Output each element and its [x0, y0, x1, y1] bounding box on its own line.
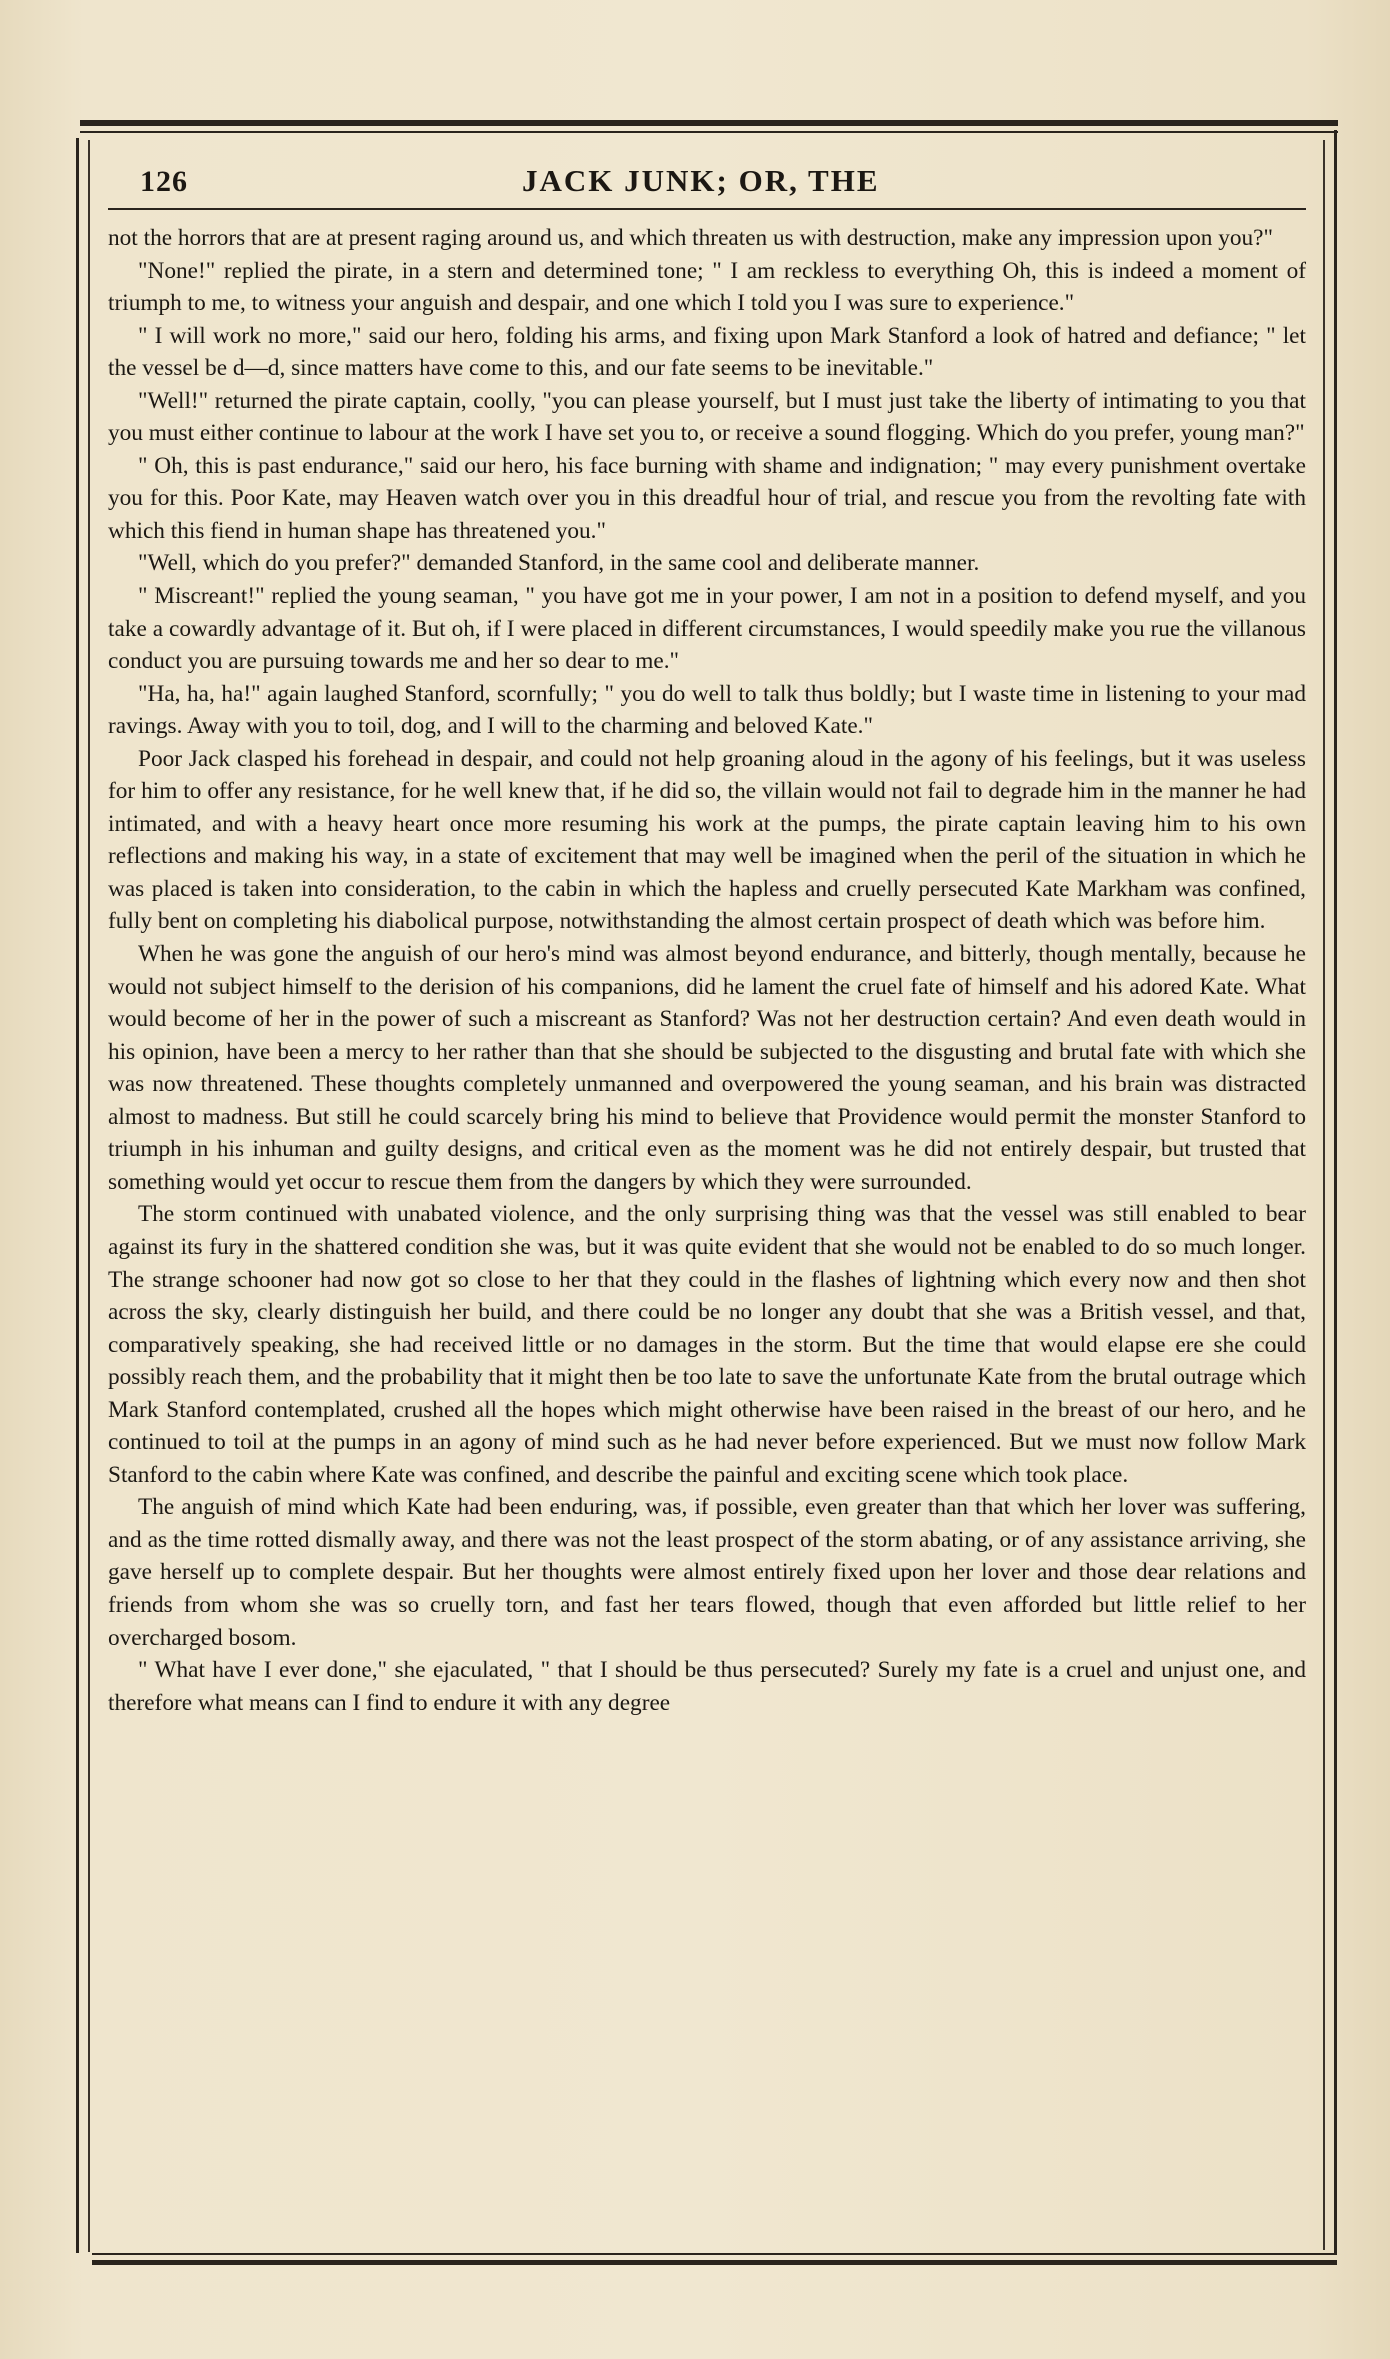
running-head: JACK JUNK; OR, THE [522, 163, 880, 198]
body-text [108, 222, 1306, 1719]
frame-left-line [76, 138, 79, 2253]
page-number: 126 [140, 165, 188, 198]
paragraph: Poor Jack clasped his forehead in despair, and could not help groaning aloud in the agony of his feelings, but it was useless for him to offer any resistance, for he well knew that, if he did so, the villain would not fail to degrade him in the manner he had intimated, and with a heavy heart once more resuming his work at the pumps, the pirate captain leaving him to his own reflections and making his way, in a state of excitement that may well be imagined when the peril of the situation in which he was placed is taken into consideration, to the cabin in which the hapless and cruelly persecuted Kate Markham was confined, fully bent on completing his diabolical purpose, notwithstanding the almost certain prospect of death which was before him. [108, 745, 1306, 935]
paragraph: not the horrors that are at present raging around us, and which threaten us with destruction, make any impression upon you?" [108, 225, 1273, 251]
frame-left-inner-line [88, 140, 90, 2252]
paragraph: " Oh, this is past endurance," said our hero, his face burning with shame and indignation; " may every punishment overtake you for this. Poor Kate, may Heaven watch over you in this dreadful hour of trial, and rescue you from the revolting fate with which this fiend in human shape has threatened you." [108, 452, 1306, 544]
header-rule [108, 208, 1306, 210]
paragraph: "None!" replied the pirate, in a stern and determined tone; " I am reckless to everything Oh, this is indeed a moment of triumph to me, to witness your anguish and despair, and one which I told you I was sure to experience." [108, 257, 1306, 317]
paragraph: The anguish of mind which Kate had been enduring, was, if possible, even greater than that which her lover was suffering, and as the time rotted dismally away, and there was not the least prospect of the storm abating, or of any assistance arriving, she gave herself up to complete despair. But her thoughts were almost entirely fixed upon her lover and those dear relations and friends from whom she was so cruelly torn, and fast her tears flowed, though that even afforded but little relief to her overcharged bosom. [108, 1494, 1306, 1651]
paragraph: " I will work no more," said our hero, folding his arms, and fixing upon Mark Stanford a look of hatred and defiance; " let the vessel be d—d, since matters have come to this, and our fate seems to be inevitable." [108, 322, 1306, 382]
paragraph: The storm continued with unabated violence, and the only surprising thing was that the vessel was still enabled to bear against its fury in the shattered condition she was, but it was quite evident that she would not be enabled to do so much longer. The strange schooner had now got so close to her that they could in the flashes of lightning which every now and then shot across the sky, clearly distinguish her build, and there could be no longer any doubt that she was a British vessel, and that, comparatively speaking, she had received little or no damages in the storm. But the time that would elapse ere she could possibly reach them, and the probability that it might then be too late to save the unfortunate Kate from the brutal outrage which Mark Stanford contemplated, crushed all the hopes which might otherwise have been raised in the breast of our hero, and he continued to toil at the pumps in an agony of mind such as he had never before experienced. But we must now follow Mark Stanford to the cabin where Kate was confined, and describe the painful and exciting scene which took place. [108, 1201, 1306, 1488]
frame-right-inner-line [1323, 140, 1325, 2250]
paragraph: " What have I ever done," she ejaculated, " that I should be thus persecuted? Surely my fate is a cruel and unjust one, and therefore what means can I find to endure it with any degree [108, 1657, 1306, 1716]
top-rule-thin [80, 131, 1338, 133]
paragraph: " Miscreant!" replied the young seaman, " you have got me in your power, I am not in a position to defend myself, and you take a cowardly advantage of it. But oh, if I were placed in different circumstances, I would speedily make you rue the villanous conduct you are pursuing towards me and her so dear to me." [108, 583, 1306, 675]
paragraph: "Ha, ha, ha!" again laughed Stanford, scornfully; " you do well to talk thus boldly; but I waste time in listening to your mad ravings. Away with you to toil, dog, and I will to the charming and beloved Kate." [108, 680, 1306, 740]
bottom-rule-thick [92, 2260, 1337, 2265]
paragraph: When he was gone the anguish of our hero's mind was almost beyond endurance, and bitterly, though mentally, because he would not subject himself to the derision of his companions, did he lament the cruel fate of himself and his adored Kate. What would become of her in the power of such a miscreant as Stanford? Was not her destruction certain? And even death would in his opinion, have been a mercy to her rather than that she should be subjected to the disgusting and brutal fate with which she was now threatened. These thoughts completely unmanned and overpowered the young seaman, and his brain was distracted almost to madness. But still he could scarcely bring his mind to believe that Providence would permit the monster Stanford to triumph in his inhuman and guilty designs, and critical even as the moment was he did not entirely despair, but trusted that something would yet occur to rescue them from the dangers by which they were surrounded. [108, 941, 1306, 1195]
paragraph: "Well, which do you prefer?" demanded Stanford, in the same cool and deliberate manner. [138, 550, 980, 577]
top-rule-thick [80, 120, 1338, 126]
paragraph: "Well!" returned the pirate captain, coolly, "you can please yourself, but I must just take the liberty of intimating to you that you must either continue to labour at the work I have set you to, or receive a sound flogging. Which do you prefer, young man?" [108, 387, 1306, 447]
bottom-rule-thin [92, 2253, 1334, 2255]
frame-right-line [1334, 130, 1337, 2255]
